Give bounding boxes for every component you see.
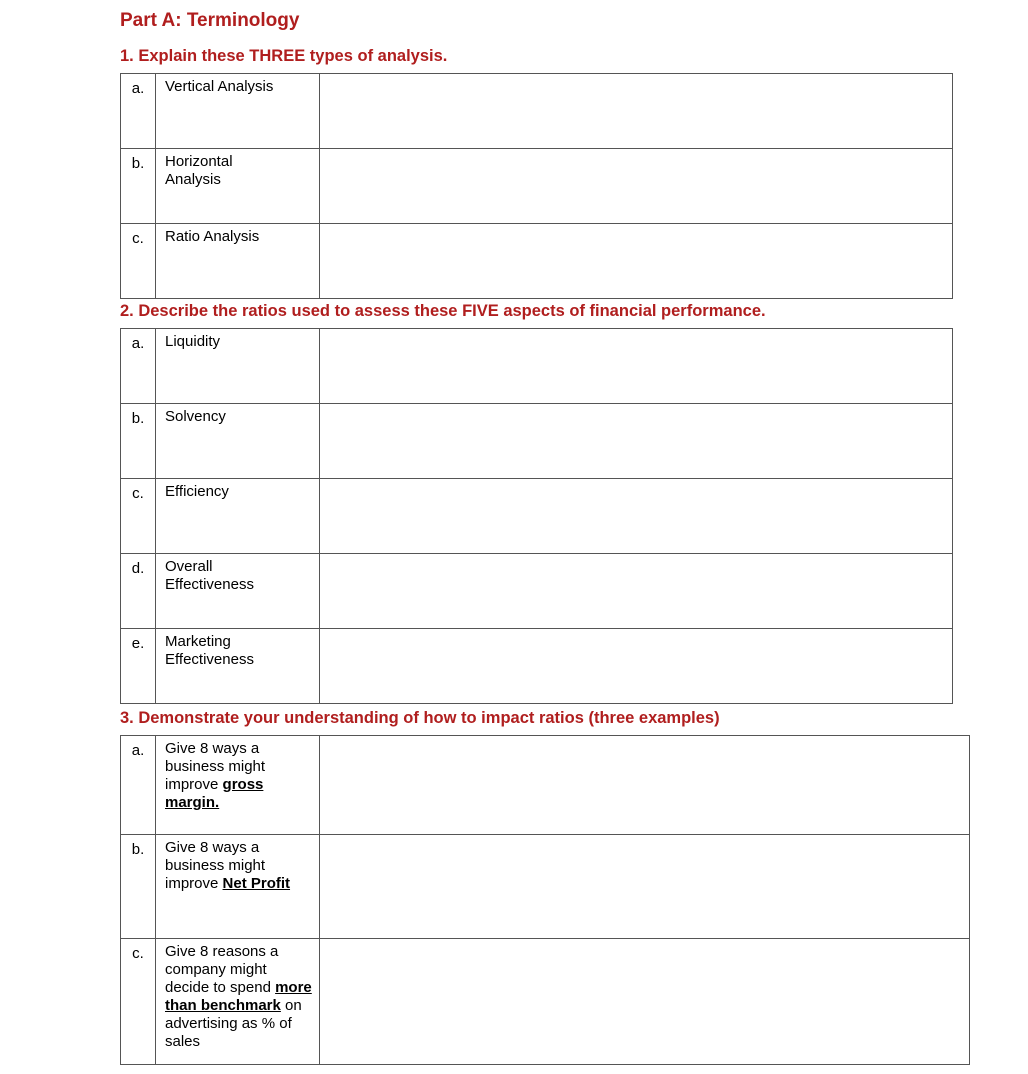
row-label-emphasis: more than benchmark [165, 979, 312, 1014]
answer-cell[interactable] [320, 939, 970, 1065]
row-label [156, 939, 320, 1065]
row-label-text: Vertical Analysis [165, 78, 274, 95]
question-3-title: 3. Demonstrate your understanding of how to impact ratios (three examples) [120, 709, 720, 727]
row-label-suffix: on advertising as % of sales [165, 997, 302, 1050]
answer-cell[interactable] [320, 74, 953, 149]
row-letter: a. [121, 74, 156, 149]
answer-cell[interactable] [320, 149, 953, 224]
table-row [121, 224, 953, 299]
row-letter: d. [121, 554, 156, 629]
row-letter: c. [121, 479, 156, 554]
row-letter: e. [121, 629, 156, 704]
question-2-title: 2. Describe the ratios used to assess these FIVE aspects of financial performance. [120, 302, 766, 320]
answer-cell[interactable] [320, 629, 953, 704]
answer-cell[interactable] [320, 554, 953, 629]
row-letter: b. [121, 835, 156, 939]
row-label [156, 329, 320, 404]
row-letter: c. [121, 224, 156, 299]
table-row [121, 629, 953, 704]
part-title: Part A: Terminology [120, 10, 300, 31]
answer-cell[interactable] [320, 224, 953, 299]
table-row [121, 736, 970, 835]
row-label-text: Marketing Effectiveness [165, 633, 254, 668]
row-letter: a. [121, 329, 156, 404]
question-1-table [120, 73, 953, 299]
question-3-table [120, 735, 970, 1065]
row-letter: b. [121, 149, 156, 224]
answer-cell[interactable] [320, 835, 970, 939]
row-label-text: Horizontal Analysis [165, 153, 233, 188]
row-letter: a. [121, 736, 156, 835]
row-label [156, 479, 320, 554]
table-row [121, 329, 953, 404]
row-label [156, 224, 320, 299]
answer-cell[interactable] [320, 479, 953, 554]
row-label-text: Solvency [165, 408, 226, 425]
answer-cell[interactable] [320, 329, 953, 404]
answer-cell[interactable] [320, 404, 953, 479]
row-label-text: Liquidity [165, 333, 221, 350]
row-label-text: Efficiency [165, 483, 229, 500]
row-label-text: Give 8 reasons a company might decide to spend [165, 943, 279, 996]
question-1-title: 1. Explain these THREE types of analysis. [120, 47, 448, 65]
row-label-text: Ratio Analysis [165, 228, 260, 245]
row-label-emphasis: gross margin. [165, 776, 264, 811]
table-row [121, 74, 953, 149]
table-row [121, 149, 953, 224]
row-label [156, 736, 320, 835]
row-label-text: Give 8 ways a business might improve [165, 839, 266, 892]
row-label [156, 835, 320, 939]
row-label [156, 149, 320, 224]
row-letter: c. [121, 939, 156, 1065]
row-label-text: Give 8 ways a business might improve [165, 740, 266, 793]
question-2-table [120, 328, 953, 704]
answer-cell[interactable] [320, 736, 970, 835]
row-letter: b. [121, 404, 156, 479]
row-label-text: Overall Effectiveness [165, 558, 254, 593]
table-row [121, 404, 953, 479]
row-label-clip [165, 943, 315, 1064]
row-label-emphasis: Net Profit [222, 875, 291, 892]
table-row [121, 835, 970, 939]
table-row [121, 554, 953, 629]
table-row [121, 939, 970, 1065]
table-row [121, 479, 953, 554]
row-label [156, 629, 320, 704]
row-label [156, 404, 320, 479]
row-label [156, 554, 320, 629]
row-label [156, 74, 320, 149]
